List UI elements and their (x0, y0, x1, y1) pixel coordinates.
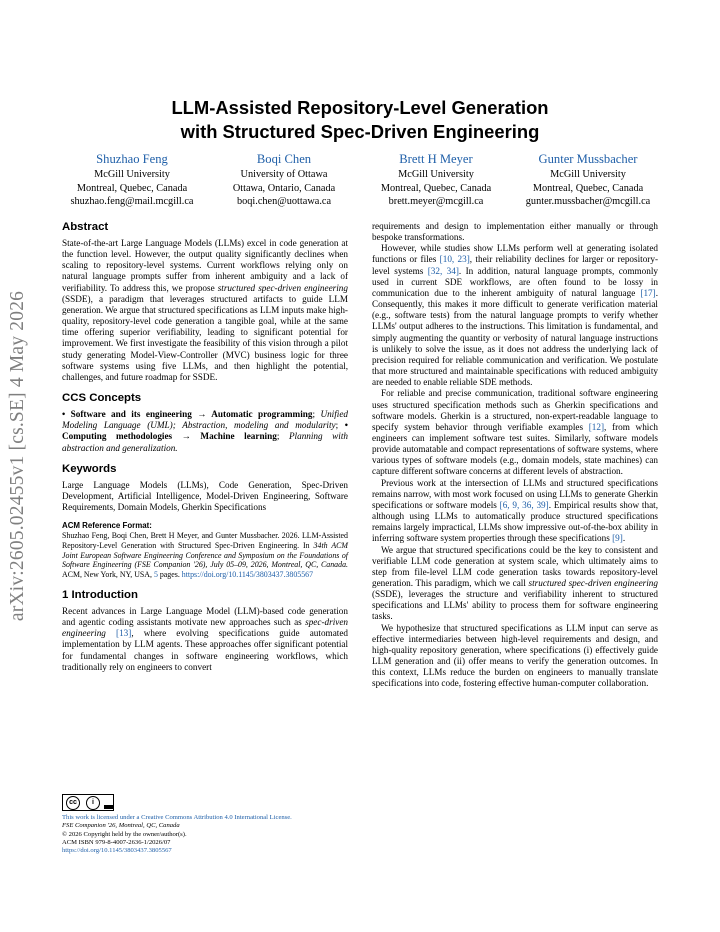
paragraph-3: For reliable and precise communication, traditional software engineering uses structured specification methods such as Gherkin specifications and software models. Gherkin is a structured, non-expert-readable language to specify system behavior through verifiable examples [12], from which engineers can implement software test suites. Similarly, software models provide automatable and compact representations of software systems, where various types of software models (e.g., domain models, state machines) can capture different software concerns at different levels of abstraction. (372, 388, 659, 477)
doi-link[interactable]: https://doi.org/10.1145/3803437.3805567 (181, 570, 314, 580)
paragraph-1: requirements and design to implementation either manually or through bespoke transformations. (372, 221, 658, 243)
author-location: Montreal, Quebec, Canada (380, 182, 492, 194)
author-email[interactable]: gunter.mussbacher@mcgill.ca (525, 196, 651, 208)
title-line-1: LLM-Assisted Repository-Level Generation (171, 97, 549, 118)
license-link[interactable]: This work is licensed under a Creative Commons Attribution 4.0 International License. (62, 814, 292, 821)
paragraph-6: We hypothesize that structured specifications as LLM input can serve as effective intermediaries between high-level requirements and design, and high-quality repository generation, where specifications (i) effectively guide LLM generation and (ii) offer means to verify the generation outcomes. In this context, LLMs reduce the burden on engineers to manually translate specifications into code, fostering effective human-computer collaboration. (372, 622, 658, 689)
license-isbn: ACM ISBN 979-8-4007-2636-1/2026/07 (62, 838, 171, 846)
author-location: Montreal, Quebec, Canada (76, 182, 188, 194)
author-location: Ottawa, Ontario, Canada (232, 182, 336, 194)
paragraph-4: Previous work at the intersection of LLMs and structured specifications remains narrow, with most work focused on using LLMs to generate Gherkin specifications or software models [6, 9, 36, 39]. Empirical results show that, although using LLMs to automatically produce structured specifications remains largely impractical, LLMs show impressive out-of-the-box ability in inferring software system properties through these specifications [9]. (372, 477, 659, 544)
ccs-concepts-text: • Software and its engineering → Automatic programming; Unified Modeling Language (UML); Abstraction, modeling and modularity; • Computing methodologies → Machine learning; Planning with abstraction and generalization. (62, 409, 349, 453)
abstract-text: State-of-the-art Large Language Models (LLMs) excel in code generation at the function level. However, the output quality significantly declines when scaling to repository-level systems. Current workflows relying only on natural language prompts suffer from inherent ambiguity and a lack of verifiability. To address this, we propose structured spec-driven engineering (SSDE), a paradigm that leverages structured artifacts to guide LLM generation. We argue that structured specifications as LLM inputs make high-quality, repository-level code generation a tangible goal, while at the same time offering superior verifiability, leading to significant potential for improvement. We first investigate the feasibility of this vision through a pilot study generating Model-View-Controller (MVC) business logic for three software systems using five LLMs, and then highlight the potential, challenges, and future roadmap for SSDE. (62, 238, 348, 382)
author-email[interactable]: boqi.chen@uottawa.ca (236, 196, 332, 208)
right-column (372, 221, 658, 690)
paragraph-2: However, while studies show LLMs perform well at generating isolated functions or files [10, 23], their reliability declines for larger or repository-level systems [32, 34]. In addition, natural language prompts, commonly used in current SDE workflows, are often found to be lossy in communication due to the inherent ambiguity of natural language [17]. Consequently, this makes it more difficult to generate verification material (e.g., software tests) from the natural language prompts to verify whether LLMs' output adheres to the instructions. This limitation is fundamental, and simply augmenting the quantity or verbosity of natural language instructions is unlikely to solve the issue, as it does not address the underlying lack of precision required for reliable communication and verification. We postulate that more structured and maintainable specifications with reduced ambiguity are needed to enable reliable SDE methods. (372, 243, 658, 388)
intro-heading: 1 Introduction (62, 588, 138, 601)
intro-text: Recent advances in Large Language Model (LLM)-based code generation and agentic coding assistants motivate new approaches such as spec-driven engineering [13], where evolving specifications guide automated implementation by LLM agents. These approaches offer significant potential for fundamental changes in software engineering workflows, which traditionally rely on engineers to convert (62, 605, 348, 672)
badge-bar (104, 805, 113, 809)
license-footer (62, 794, 352, 855)
author-block (56, 152, 664, 209)
author-location: Montreal, Quebec, Canada (532, 182, 644, 194)
author-1 (56, 152, 208, 209)
author-affiliation: McGill University (94, 169, 170, 180)
author-email[interactable]: brett.meyer@mcgill.ca (388, 196, 484, 208)
author-name: Boqi Chen (256, 152, 312, 166)
author-affiliation: McGill University (398, 169, 474, 180)
author-affiliation: McGill University (550, 169, 626, 180)
keywords-text: Large Language Models (LLMs), Code Generation, Spec-Driven Development, Artificial Intelligence, Model-Driven Engineering, Software Requirements, Domain Models, Gherkin Specifications (62, 479, 348, 512)
author-name: Brett H Meyer (399, 152, 473, 166)
title-line-2: with Structured Spec-Driven Engineering (180, 121, 540, 142)
acm-reference-heading: ACM Reference Format: (62, 521, 152, 531)
acm-reference-text: Shuzhao Feng, Boqi Chen, Brett H Meyer, and Gunter Mussbacher. 2026. LLM-Assisted Repository-Level Generation with Structured Spec-Driven Engineering. In 34th ACM Joint European Software Engineering Conference and Symposium on the Foundations of Software Engineering (FSE Companion '26), July 05–09, 2026, Montreal, QC, Canada. ACM, New York, NY, USA, 5 pages. https://doi.org/10.1145/3803437.3805567 (62, 530, 349, 580)
license-copyright: © 2026 Copyright held by the owner/author(s). (62, 830, 187, 838)
author-name: Shuzhao Feng (96, 152, 168, 166)
ccs-heading: CCS Concepts (62, 392, 142, 405)
author-3 (360, 152, 512, 209)
left-column (62, 220, 348, 673)
attribution-icon: i (86, 796, 100, 810)
author-name: Gunter Mussbacher (538, 152, 638, 166)
citation-link[interactable]: [13] (116, 628, 132, 639)
cc-by-badge[interactable] (62, 794, 114, 811)
acm-reference (62, 521, 348, 580)
arxiv-stamp: arXiv:2605.02455v1 [cs.SE] 4 May 2026 (7, 290, 29, 622)
author-4 (512, 152, 664, 209)
license-doi-link[interactable]: https://doi.org/10.1145/3803437.3805567 (62, 847, 172, 855)
license-venue: FSE Companion '26, Montreal, QC, Canada (62, 822, 180, 830)
abstract-heading: Abstract (62, 221, 109, 233)
paragraph-5: We argue that structured specifications could be the key to consistent and verifiable LLM code generation at system scale, which ultimately aims to step from file-level LLM code generation tasks towards repository-level generation. This paradigm, which we call structured spec-driven engineering (SSDE), leverages the structure and verifiability inherent to structured specifications and LLMs' ability to process them for software engineering tasks. (372, 544, 658, 622)
creative-commons-icon: cc (66, 796, 80, 810)
keywords-heading: Keywords (62, 462, 117, 475)
author-email[interactable]: shuzhao.feng@mail.mcgill.ca (70, 196, 194, 208)
author-2 (208, 152, 360, 209)
paper-title (60, 96, 660, 144)
author-affiliation: University of Ottawa (240, 169, 328, 180)
